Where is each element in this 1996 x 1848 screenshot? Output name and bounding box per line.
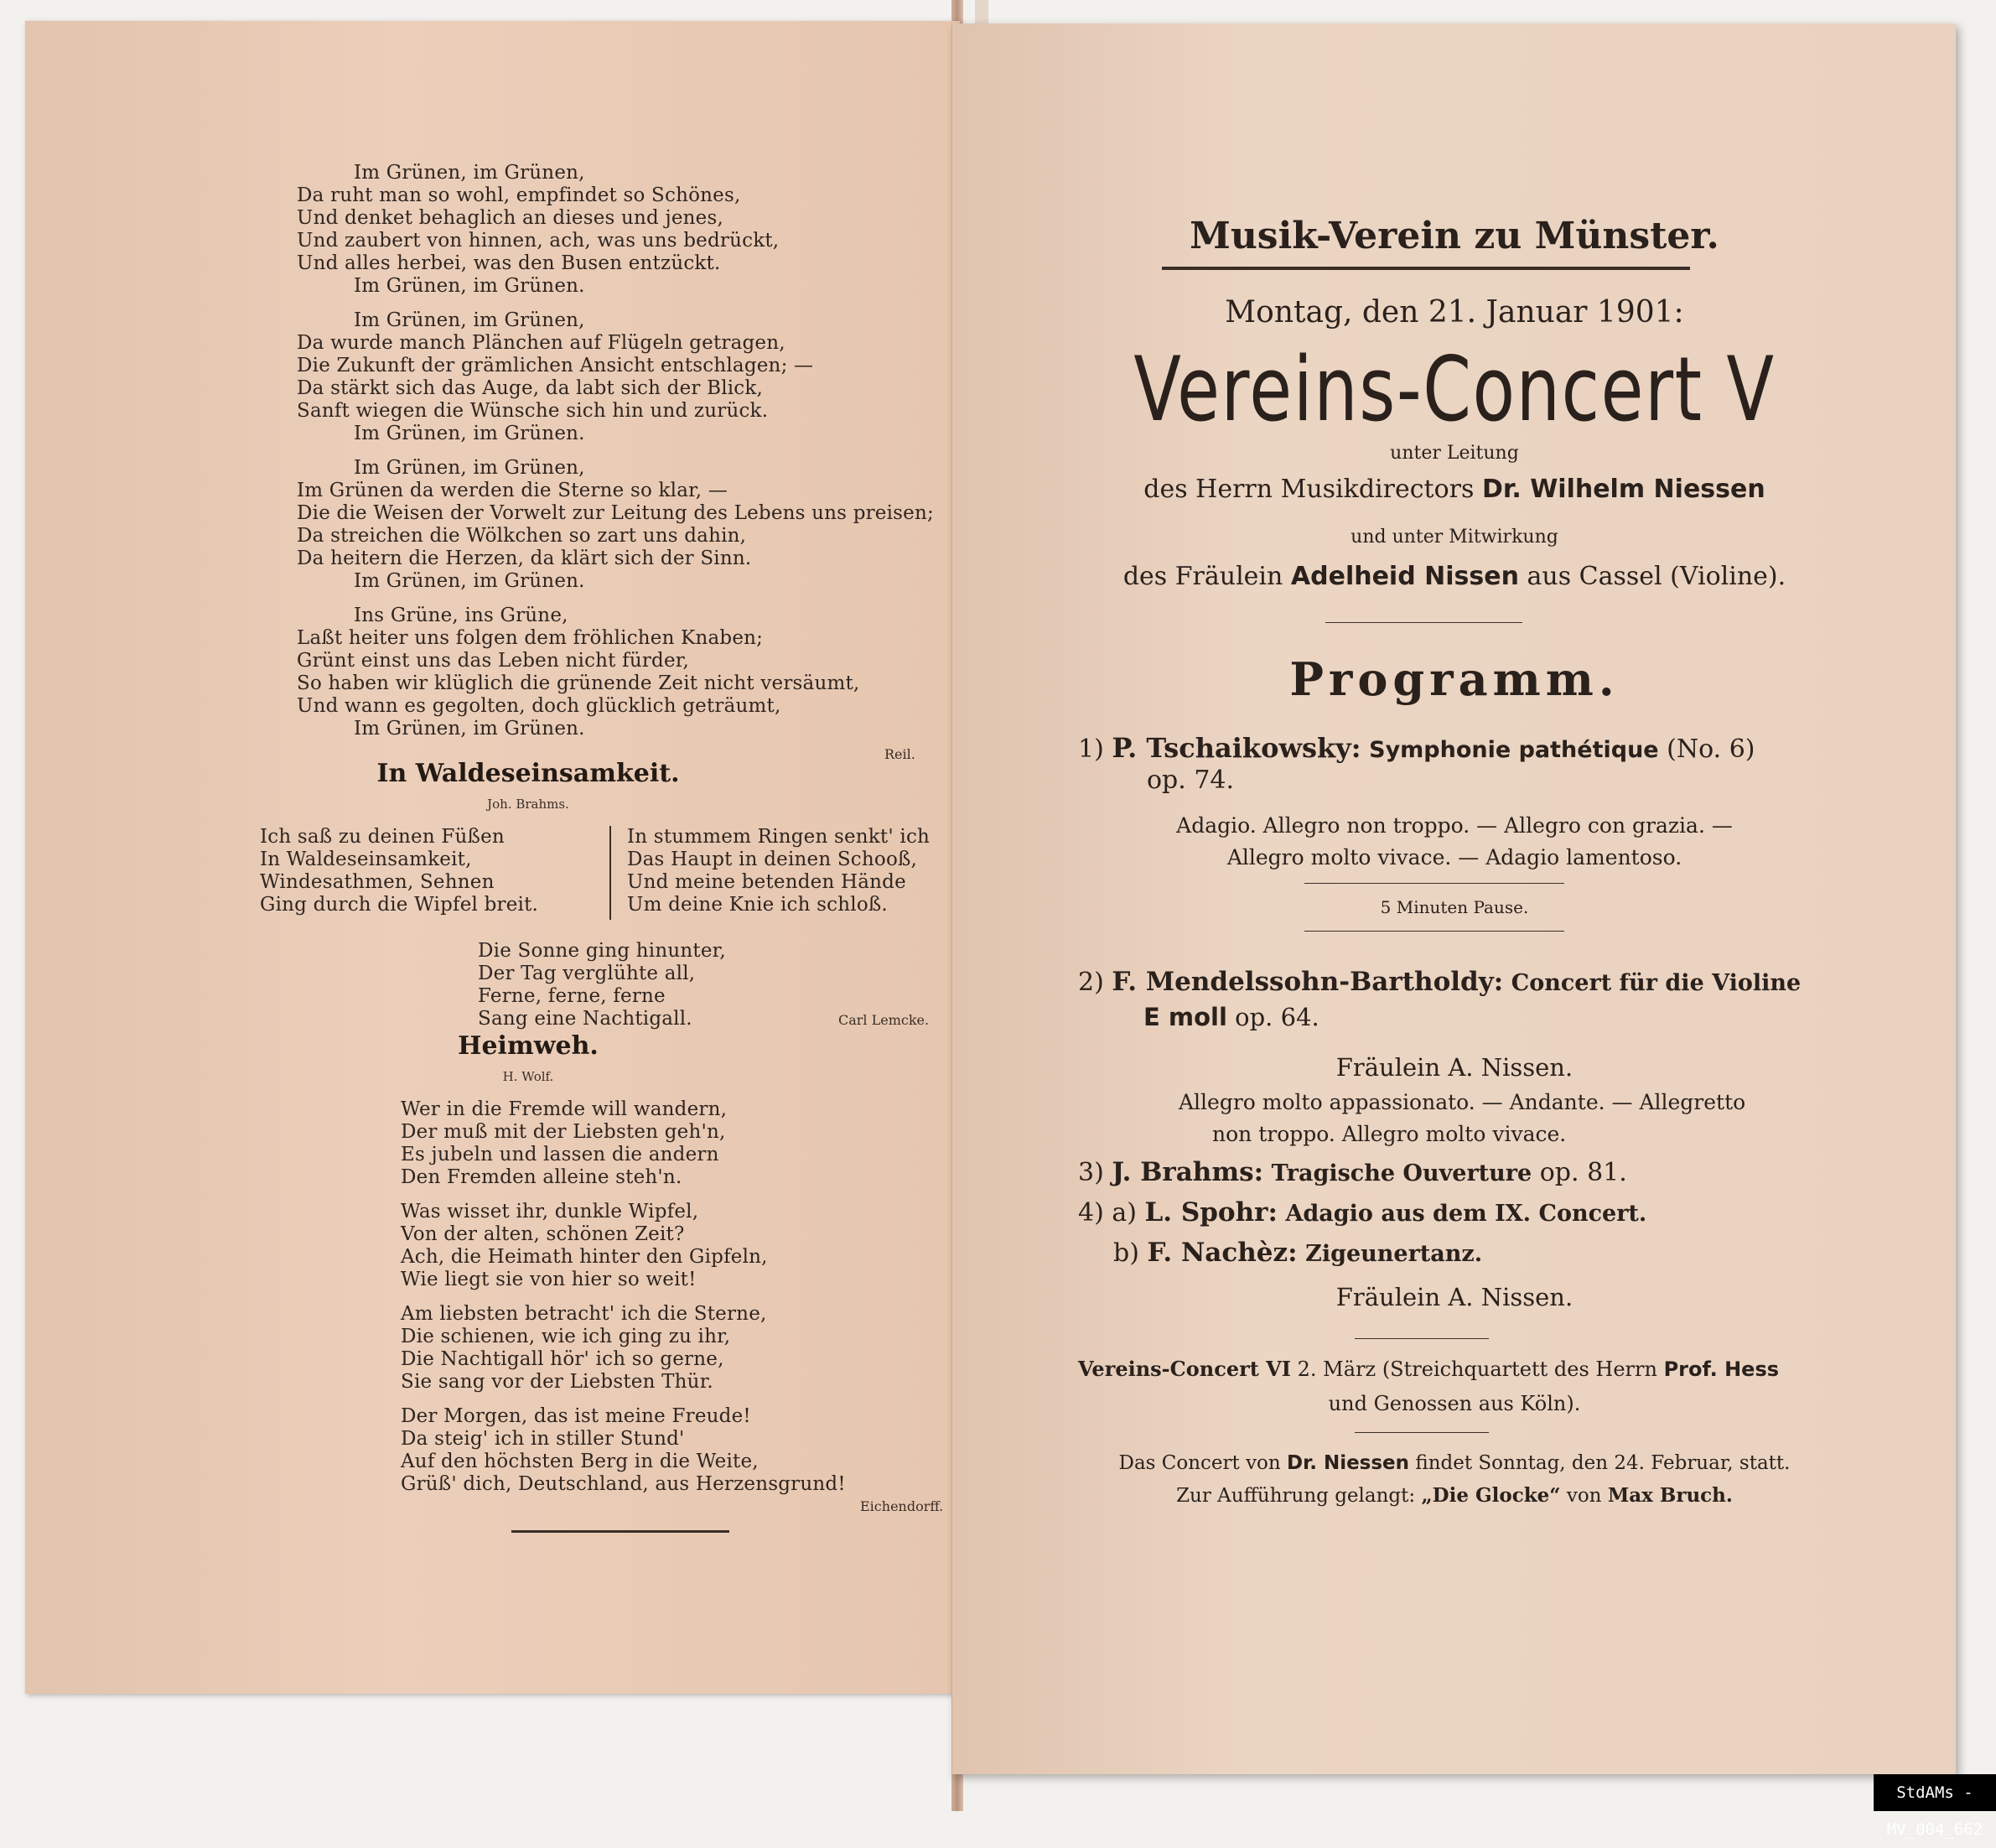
item2-composer: F. Mendelssohn-Bartholdy: [1112, 967, 1504, 997]
stanza [297, 457, 934, 593]
stanza [401, 1405, 846, 1496]
divider-3 [1355, 1432, 1489, 1433]
poem-line: Grünt einst uns das Leben nicht fürder, [297, 650, 689, 672]
item3-work: Tragische Ouverture [1271, 1160, 1532, 1186]
item4a-composer: L. Spohr: [1144, 1197, 1278, 1228]
concert-date: Montag, den 21. Januar 1901: [1225, 295, 1684, 330]
poem-line: Ins Grüne, ins Grüne, [354, 605, 568, 626]
soloist-name: Adelheid Nissen [1290, 562, 1519, 591]
soloist-prefix: des Fräulein [1122, 562, 1283, 591]
item4a-line [1078, 1197, 1646, 1228]
item3-num: 3) [1078, 1158, 1104, 1187]
poem-line: Ich saß zu deinen Füßen [260, 826, 505, 848]
poem-line: Da steig' ich in stiller Stund' [401, 1428, 685, 1450]
stanza [401, 1098, 846, 1189]
next-concert-line-1 [1078, 1357, 1779, 1381]
item2-num: 2) [1078, 968, 1104, 997]
poem-line: Die die Weisen der Vorwelt zur Leitung des Lebens uns preisen; [297, 502, 934, 524]
society-underline [1162, 267, 1690, 270]
director-line [952, 475, 1957, 504]
pause: 5 Minuten Pause. [1380, 897, 1529, 917]
item1-num: 1) [1078, 735, 1104, 764]
next-concert-label: Vereins-Concert VI [1078, 1357, 1292, 1381]
pause-rule-bottom [1304, 931, 1564, 932]
item1-work: Symphonie pathétique [1369, 737, 1659, 763]
poem-line: Im Grünen, im Grünen. [354, 718, 585, 740]
poem-line: Und zaubert von hinnen, ach, was uns bedrückt, [297, 230, 780, 252]
notice-2a: Zur Aufführung gelangt: [1176, 1485, 1416, 1507]
poem-line: Auf den höchsten Berg in die Weite, [401, 1451, 759, 1472]
item4-performer: Fräulein A. Nissen. [1335, 1283, 1573, 1311]
poem-heimweh [401, 1098, 846, 1508]
poem-line: Da streichen die Wölkchen so zart uns dahin, [297, 525, 747, 547]
poem2-left-column [260, 826, 538, 916]
poem-line: Ferne, ferne, ferne [478, 985, 666, 1007]
item2-key: E moll [1143, 1003, 1227, 1031]
director-name: Dr. Wilhelm Niessen [1481, 475, 1765, 504]
item2-key-line [1143, 1003, 1319, 1031]
poem-line: In Waldeseinsamkeit, [260, 849, 472, 870]
item4a-label: a) [1112, 1198, 1137, 1228]
notice-work: „Die Glocke“ [1421, 1484, 1561, 1507]
pause-rule-top [1304, 883, 1564, 884]
item2-line [1078, 967, 1801, 997]
divider-2 [1355, 1338, 1489, 1339]
item2-performer: Fräulein A. Nissen. [1335, 1053, 1573, 1082]
stanza [297, 605, 934, 740]
poem-line: Laßt heiter uns folgen dem fröhlichen Knaben; [297, 627, 764, 649]
end-rule [511, 1530, 729, 1533]
poem1-author: Reil. [884, 746, 915, 762]
item3-op: op. 81. [1539, 1158, 1627, 1187]
poem-line: Die Nachtigall hör' ich so gerne, [401, 1348, 724, 1370]
item4b-line [1113, 1238, 1482, 1268]
right-page [951, 23, 1956, 1774]
item1-composer: P. Tschaikowsky: [1112, 732, 1361, 764]
paper-strip [975, 0, 988, 25]
poem-line: Im Grünen, im Grünen. [354, 275, 585, 297]
item3-line [1078, 1157, 1627, 1187]
poem-line: Und meine betenden Hände [627, 871, 906, 893]
item4a-work: Adagio aus dem IX. Concert. [1285, 1201, 1647, 1227]
poem-line: Im Grünen, im Grünen, [354, 457, 585, 479]
notice-1a: Das Concert von [1118, 1452, 1281, 1474]
soloist-line [952, 562, 1957, 591]
poem3-author: Eichendorff. [860, 1498, 944, 1514]
society-name: Musik-Verein zu Münster. [1190, 215, 1719, 257]
soloist-suffix: aus Cassel (Violine). [1527, 562, 1786, 591]
item2-movements-1: Allegro molto appassionato. — Andante. — Allegretto [1179, 1090, 1746, 1114]
poem-line: Das Haupt in deinen Schooß, [627, 849, 918, 870]
poem-line: Sie sang vor der Liebsten Thür. [401, 1371, 713, 1393]
poem-line: Grüß' dich, Deutschland, aus Herzensgrund! [401, 1473, 846, 1495]
item4b-label: b) [1113, 1238, 1139, 1268]
item4-num: 4) [1078, 1198, 1104, 1228]
notice-composer: Max Bruch. [1607, 1484, 1733, 1507]
mitwirkung: und unter Mitwirkung [1351, 527, 1558, 548]
concert-title: Vereins-Concert V [1133, 338, 1776, 441]
poem-line: Die schienen, wie ich ging zu ihr, [401, 1326, 731, 1347]
stanza [297, 162, 934, 298]
poem-line: Da stärkt sich das Auge, da labt sich der Blick, [297, 377, 764, 399]
poem-line: So haben wir klüglich die grünende Zeit nicht versäumt, [297, 672, 860, 694]
stanza [297, 309, 934, 445]
poem-line: Und wann es gegolten, doch glücklich geträumt, [297, 695, 781, 717]
poem-line: Was wisset ihr, dunkle Wipfel, [401, 1201, 699, 1222]
item1-line [1078, 732, 1755, 764]
poem-line: Es jubeln und lassen die andern [401, 1144, 719, 1165]
director-prefix: des Herrn Musikdirectors [1143, 475, 1475, 504]
item2-work: Concert für die Violine [1511, 970, 1802, 996]
column-divider [609, 826, 611, 920]
stanza [401, 1201, 846, 1291]
poem-line: In stummem Ringen senkt' ich [627, 826, 931, 848]
poem-line: Wer in die Fremde will wandern, [401, 1098, 728, 1120]
poem2-title: In Waldeseinsamkeit. [376, 759, 680, 788]
poem-line: Wie liegt sie von hier so weit! [401, 1269, 697, 1290]
divider-1 [1325, 622, 1522, 623]
item1-op: op. 74. [1147, 766, 1235, 795]
poem2-author: Carl Lemcke. [838, 1012, 930, 1028]
stanza [401, 1303, 846, 1394]
poem-line: Ach, die Heimath hinter den Gipfeln, [401, 1246, 768, 1268]
poem-line: Um deine Knie ich schloß. [627, 894, 888, 916]
poem-line: Am liebsten betracht' ich die Sterne, [401, 1303, 767, 1325]
poem-line: Der Morgen, das ist meine Freude! [401, 1405, 751, 1427]
poem3-title: Heimweh. [458, 1031, 599, 1061]
poem-line: Ging durch die Wipfel breit. [260, 894, 539, 916]
archive-stamp: StdAMs - MV_004_662 [1874, 1774, 1996, 1811]
item2-movements-2: non troppo. Allegro molto vivace. [1212, 1122, 1567, 1146]
poem-line: Die Zukunft der grämlichen Ansicht entschlagen; — [297, 355, 814, 376]
poem-line: Da wurde manch Plänchen auf Flügeln getragen, [297, 332, 785, 354]
next-concert-line-2: und Genossen aus Köln). [1328, 1392, 1581, 1415]
programm-heading: Programm. [1289, 652, 1620, 706]
poem-line: Sang eine Nachtigall. [478, 1008, 692, 1030]
poem2-composer: Joh. Brahms. [487, 797, 569, 812]
item3-composer: J. Brahms: [1112, 1157, 1264, 1187]
poem-line: Windesathmen, Sehnen [260, 871, 495, 893]
next-concert-text-1: 2. März (Streichquartett des Herrn [1297, 1357, 1657, 1381]
item1-movements-2: Allegro molto vivace. — Adagio lamentoso. [1226, 845, 1682, 869]
poem-line: Im Grünen da werden die Sterne so klar, — [297, 480, 728, 501]
poem3-composer: H. Wolf. [502, 1069, 554, 1084]
poem-line: Sanft wiegen die Wünsche sich hin und zurück. [297, 400, 769, 422]
notice-name: Dr. Niessen [1287, 1452, 1410, 1474]
notice-line-1 [952, 1452, 1957, 1474]
notice-1b: findet Sonntag, den 24. Februar, statt. [1415, 1452, 1791, 1474]
poem-line: Die Sonne ging hinunter, [478, 940, 726, 962]
poem-line: Der muß mit der Liebsten geh'n, [401, 1121, 726, 1143]
item2-op: op. 64. [1235, 1003, 1319, 1031]
notice-line-2 [952, 1484, 1957, 1507]
notice-2b: von [1566, 1485, 1602, 1507]
poem-line: Im Grünen, im Grünen. [354, 570, 585, 592]
item1-no: (No. 6) [1667, 735, 1755, 764]
item4b-work: Zigeunertanz. [1305, 1241, 1483, 1267]
under-leitung: unter Leitung [1390, 443, 1519, 464]
poem2-closing-stanza [478, 940, 726, 1030]
poem-line: Da ruht man so wohl, empfindet so Schönes, [297, 184, 741, 206]
poem-line: Im Grünen, im Grünen. [354, 423, 585, 444]
left-page [25, 21, 960, 1694]
poem-line: Von der alten, schönen Zeit? [401, 1223, 685, 1245]
poem-line: Der Tag verglühte all, [478, 963, 696, 984]
poem-line: Im Grünen, im Grünen, [354, 309, 585, 331]
poem-line: Im Grünen, im Grünen, [354, 162, 585, 184]
poem-line: Da heitern die Herzen, da klärt sich der Sinn. [297, 548, 752, 569]
item4b-composer: F. Nachèz: [1147, 1238, 1298, 1268]
poem-im-gruenen [297, 162, 934, 752]
poem-line: Und denket behaglich an dieses und jenes, [297, 207, 723, 229]
item1-movements-1: Adagio. Allegro non troppo. — Allegro con grazia. — [1176, 813, 1733, 838]
poem-line: Den Fremden alleine steh'n. [401, 1166, 682, 1188]
poem2-right-column [627, 826, 930, 916]
next-concert-prof: Prof. Hess [1663, 1357, 1780, 1381]
poem-line: Und alles herbei, was den Busen entzückt. [297, 252, 721, 274]
